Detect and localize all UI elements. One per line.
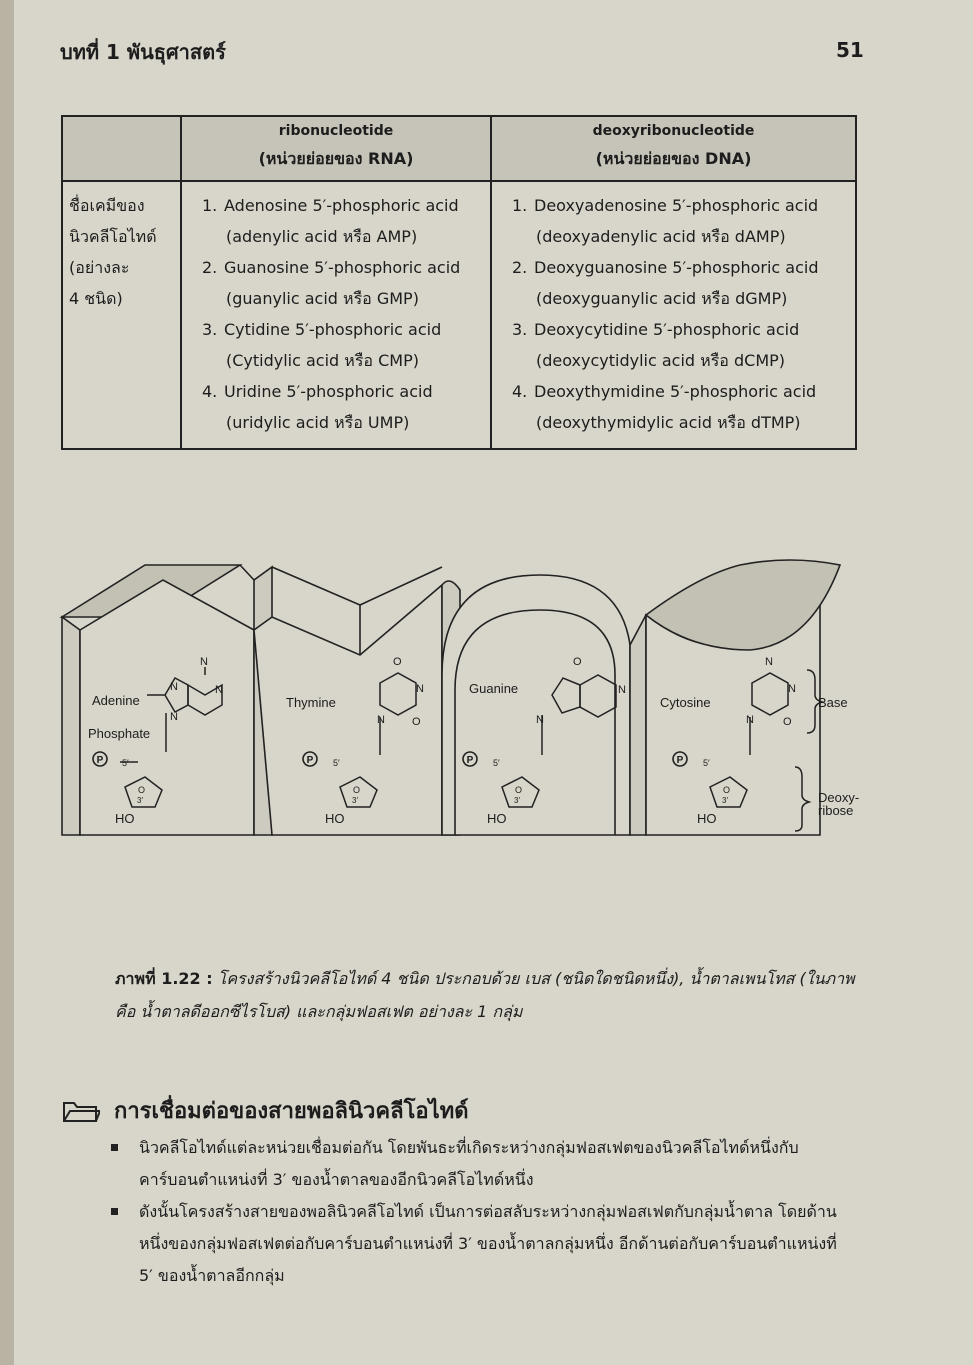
list-item — [202, 252, 480, 283]
ribo-header-th: (หน่วยย่อยของ RNA) — [258, 149, 414, 168]
sugar-label-2: ribose — [818, 803, 854, 818]
item-number: 2. — [202, 258, 218, 277]
item-name: Guanosine 5′-phosphoric acid — [224, 258, 461, 277]
o-atom: O — [412, 716, 421, 728]
o-atom: O — [783, 716, 792, 728]
item-alt-name: (uridylic acid หรือ UMP) — [226, 413, 410, 432]
deoxy-list — [491, 181, 856, 449]
row-label — [62, 181, 181, 449]
n-atom: N — [765, 656, 773, 668]
phosphate-symbol: P — [466, 755, 474, 766]
n-atom: N — [170, 711, 178, 723]
bullet-square-icon — [111, 1208, 118, 1215]
caption-text: โครงสร้างนิวคลีโอไทด์ 4 ชนิด ประกอบด้วย เบส (ชนิดใดชนิดหนึ่ง), น้ำตาลเพนโทส (ในภาพคือ น้ำตาลดีออกซีไรโบส) และกลุ่มฟอสเฟต อย่างละ 1 กลุ่ม — [115, 969, 855, 1021]
ring-oxygen: O — [138, 785, 146, 795]
deoxy-header-en: deoxyribonucleotide — [592, 123, 755, 139]
bullet-text: นิวคลีโอไทด์แต่ละหน่วยเชื่อมต่อกัน โดยพันธะที่เกิดระหว่างกลุ่มฟอสเฟตของนิวคลีโอไทด์หนึ่งกับคาร์บอนตำแหน่งที่ 3′ ของน้ำตาลของอีกนิวคลีโอไทด์หนึ่ง — [139, 1138, 799, 1189]
item-number: 3. — [512, 320, 528, 339]
ribo-header — [181, 116, 491, 181]
item-name: Deoxyadenosine 5′-phosphoric acid — [534, 196, 819, 215]
item-alt-name: (deoxyguanylic acid หรือ dGMP) — [536, 289, 788, 308]
caption-label: ภาพที่ 1.22 : — [115, 969, 213, 988]
cytosine-label: Cytosine — [660, 695, 711, 710]
five-prime: 5′ — [333, 758, 340, 768]
thymine-block — [254, 567, 442, 835]
bullet-item — [115, 1196, 855, 1292]
ho-label: HO — [697, 811, 717, 826]
item-number: 1. — [202, 196, 218, 215]
item-alt-name: (Cytidylic acid หรือ CMP) — [226, 351, 419, 370]
table-header-row — [62, 116, 856, 181]
guanine-label: Guanine — [469, 681, 519, 696]
item-name: Deoxyguanosine 5′-phosphoric acid — [534, 258, 819, 277]
bullet-square-icon — [111, 1144, 118, 1151]
item-number: 2. — [512, 258, 528, 277]
n-atom: N — [377, 714, 385, 726]
section-title: การเชื่อมต่อของสายพอลินิวคลีโอไทด์ — [114, 1099, 469, 1124]
list-item — [202, 314, 480, 345]
ribo-list — [181, 181, 491, 449]
three-prime: 3′ — [722, 796, 728, 805]
n-atom: N — [788, 683, 796, 695]
item-name: Cytidine 5′-phosphoric acid — [224, 320, 442, 339]
n-atom: N — [215, 684, 223, 696]
adenine-block — [62, 565, 254, 835]
nucleotide-table — [61, 115, 857, 450]
item-number: 4. — [202, 382, 218, 401]
table-row — [62, 181, 856, 449]
item-name: Adenosine 5′-phosphoric acid — [224, 196, 459, 215]
phosphate-symbol: P — [96, 755, 104, 766]
three-prime: 3′ — [137, 796, 143, 805]
sugar-label-1: Deoxy- — [818, 790, 860, 805]
figure-caption — [115, 962, 855, 1028]
n-atom: N — [618, 684, 626, 696]
item-number: 3. — [202, 320, 218, 339]
item-name: Deoxythymidine 5′-phosphoric acid — [534, 382, 817, 401]
ho-label: HO — [115, 811, 135, 826]
o-atom: O — [573, 656, 582, 668]
n-atom: N — [746, 714, 754, 726]
item-alt-name: (deoxythymidylic acid หรือ dTMP) — [536, 413, 801, 432]
deoxy-header — [491, 116, 856, 181]
bullet-text: ดังนั้นโครงสร้างสายของพอลินิวคลีโอไทด์ เป็นการต่อสลับระหว่างกลุ่มฟอสเฟตกับกลุ่มน้ำตาล โดยด้านหนึ่งของกลุ่มฟอสเฟตต่อกับคาร์บอนตำแหน่งที่ 3′ ของน้ำตาลกลุ่มหนึ่ง อีกด้านต่อกับคาร์บอนตำแหน่งที่ 5′ ของน้ำตาลอีกกลุ่ม — [139, 1202, 837, 1285]
n-atom: N — [536, 714, 544, 726]
page-edge-shadow — [0, 0, 14, 1365]
list-item — [512, 190, 845, 221]
deoxy-header-th: (หน่วยย่อยของ DNA) — [595, 149, 752, 168]
n-atom: N — [200, 656, 208, 668]
list-item — [512, 376, 845, 407]
bullet-item — [115, 1132, 855, 1196]
row-label-line: นิวคลีโอไทด์ — [69, 227, 157, 246]
five-prime: 5′ — [122, 758, 129, 768]
list-item — [512, 314, 845, 345]
phosphate-label: Phosphate — [88, 726, 151, 741]
item-alt-name: (deoxycytidylic acid หรือ dCMP) — [536, 351, 786, 370]
ring-oxygen: O — [723, 785, 731, 795]
running-header: บทที่ 1 พันธุศาสตร์ — [60, 40, 226, 64]
adenine-label: Adenine — [92, 693, 140, 708]
item-name: Uridine 5′-phosphoric acid — [224, 382, 433, 401]
page-number: 51 — [836, 38, 864, 62]
item-number: 1. — [512, 196, 528, 215]
ring-oxygen: O — [515, 785, 523, 795]
folder-icon — [62, 1099, 100, 1123]
thymine-label: Thymine — [286, 695, 336, 710]
item-name: Deoxycytidine 5′-phosphoric acid — [534, 320, 800, 339]
ring-oxygen: O — [353, 785, 361, 795]
list-item — [202, 190, 480, 221]
list-item — [202, 376, 480, 407]
ribo-header-en: ribonucleotide — [278, 123, 394, 139]
section-heading — [62, 1093, 469, 1128]
item-alt-name: (adenylic acid หรือ AMP) — [226, 227, 418, 246]
item-number: 4. — [512, 382, 528, 401]
row-label-line: ชื่อเคมีของ — [69, 196, 145, 215]
row-label-line: (อย่างละ — [69, 258, 130, 277]
phosphate-symbol: P — [306, 755, 314, 766]
five-prime: 5′ — [703, 758, 710, 768]
three-prime: 3′ — [514, 796, 520, 805]
item-alt-name: (guanylic acid หรือ GMP) — [226, 289, 419, 308]
o-atom: O — [393, 656, 402, 668]
three-prime: 3′ — [352, 796, 358, 805]
item-alt-name: (deoxyadenylic acid หรือ dAMP) — [536, 227, 786, 246]
ho-label: HO — [487, 811, 507, 826]
n-atom: N — [170, 681, 178, 693]
phosphate-symbol: P — [676, 755, 684, 766]
nucleotide-blocks-figure — [50, 555, 880, 855]
five-prime: 5′ — [493, 758, 500, 768]
empty-header-cell — [62, 116, 181, 181]
n-atom: N — [416, 683, 424, 695]
base-label: Base — [818, 695, 848, 710]
row-label-line: 4 ชนิด) — [69, 289, 123, 308]
list-item — [512, 252, 845, 283]
ho-label: HO — [325, 811, 345, 826]
